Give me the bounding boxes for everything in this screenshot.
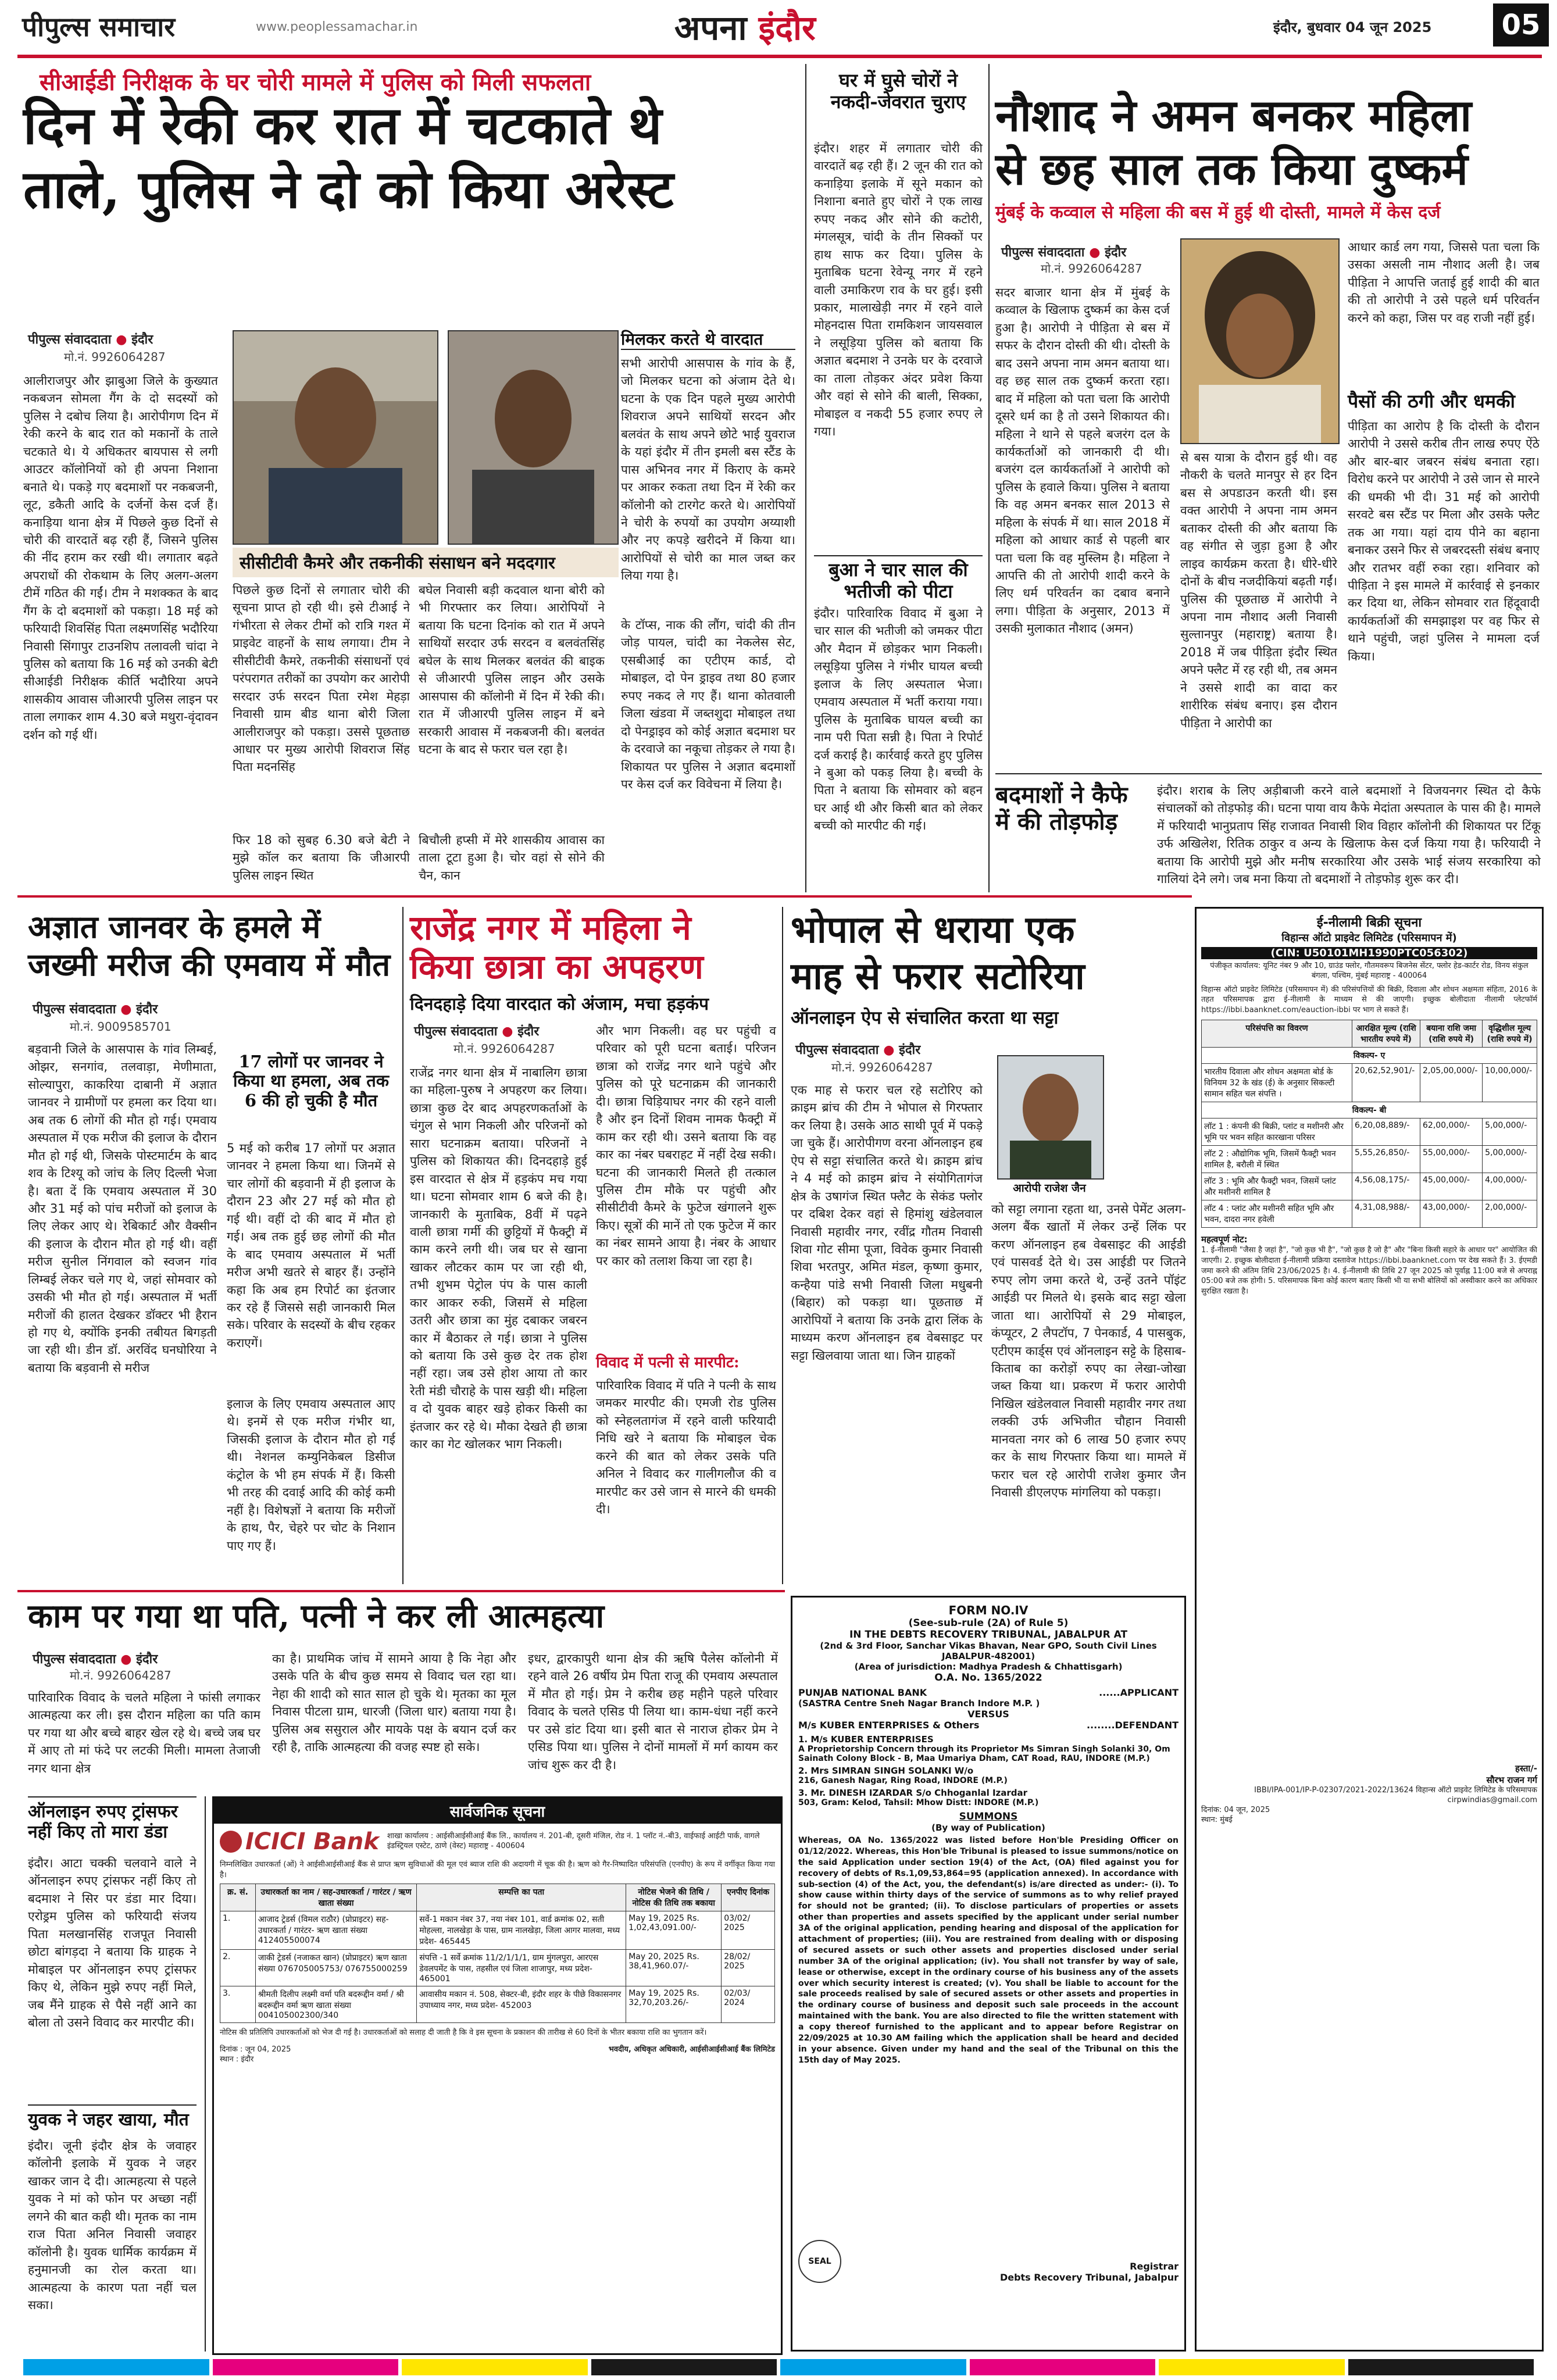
suspect-photo-2 bbox=[448, 330, 619, 545]
page-number: 05 bbox=[1493, 3, 1549, 47]
table-row bbox=[220, 1950, 775, 1986]
drt-def3-address: 503, Gram: Kelod, Tahsil: Mhow Distt: INDORE (M.P.) bbox=[798, 1798, 1039, 1807]
drt-applicant-address: (SASTRA Centre Sneh Nagar Branch Indore M.P. ) bbox=[798, 1698, 1040, 1709]
section-title-prefix: अपना bbox=[674, 8, 747, 48]
bhopal-mobile: मो.नं. 9926064287 bbox=[831, 1060, 933, 1074]
eauction-col-reserve: आरक्षित मूल्य (राशि भारतीय रुपये में) bbox=[1352, 1020, 1420, 1048]
drt-def1: 1. M/s KUBER ENTERPRISES bbox=[798, 1734, 934, 1745]
cell-address: आवासीय मकान नं. 508, सेक्टर-बी, इंदौर शहर के पीछे विकासनगर उपाध्याय नगर, मध्य प्रदेश- 452003 bbox=[417, 1986, 626, 2023]
kidnap-body-col1: राजेंद्र नगर थाना क्षेत्र में नाबालिग छात्रा का महिला-पुरुष ने अपहरण कर लिया। छात्रा कुछ देर बाद अपहरणकर्ताओं के चंगुल से भाग निकली और परिजनों को सारा घटनाक्रम बताया। परिजनों ने पुलिस को शिकायत की। दिनदहाड़े हुई इस वारदात से क्षेत्र में हड़कंप मच गया था। घटना सोमवार शाम 6 बजे की है। जानकारी के मुताबिक, 8वीं में पढ़ने वाली छात्रा गर्मी की छुट्टियों में फैक्ट्री में काम करने लगी थी। जब घर से खाना खाकर लौटकर काम पर जा रही थी, तभी शुभम पेट्रोल पंप के पास काली कार आकर रुकी, जिसमें से महिला उतरी और छात्रा का मुंह दबाकर जबरन कार में बैठाकर ले गई। छात्रा ने पुलिस को बताया कि उसे कुछ देर तक होश नहीं रहा। जब उसे होश आया तो कार रेती मंडी चौराहे के पास खड़ी थी। महिला व दो युवक बाहर खड़े होकर किसी का इंतजार कर रहे थे। मौका देखते ही छात्रा कार का गेट खोलकर भाग निकली। bbox=[410, 1066, 587, 1452]
cell-emd: 43,00,000/- bbox=[1420, 1200, 1483, 1228]
color-swatch bbox=[402, 2359, 588, 2375]
cell-increment: 5,00,000/- bbox=[1483, 1118, 1537, 1146]
cell-date-amount: May 19, 2025 Rs. 32,70,203.26/- bbox=[626, 1986, 722, 2023]
location-pin-icon: ● bbox=[120, 1002, 132, 1017]
column-divider bbox=[988, 64, 990, 892]
byline-city: इंदौर bbox=[136, 1002, 158, 1017]
suicide-body-col1: पारिवारिक विवाद के चलते महिला ने फांसी लगाकर आत्महत्या कर ली। इस दौरान महिला का पति काम पर गया था और बच्चे बाहर खेल रहे थे। बच्चे जब घर में आए तो मां फंदे पर लटकी मिली। मामला तेजाजी नगर थाना क्षेत्र bbox=[28, 1691, 260, 1775]
table-row bbox=[220, 1986, 775, 2023]
eauction-company: विहान्स ऑटो प्राइवेट लिमिटेड (परिसमापन में) bbox=[1281, 932, 1457, 944]
cell-emd: 55,00,000/- bbox=[1420, 1146, 1483, 1173]
eauction-option-b: विकल्प- बी bbox=[1202, 1102, 1537, 1118]
eauction-intro: विहान्स ऑटो प्राइवेट लिमिटेड (परिसमापन में) की परिसंपत्तियों की बिक्री, दिवाला और शोधन अक्षमता संहिता, 2016 के तहत परिसमापक द्वारा ई-नीलामी के माध्यम से की जाएगी। इच्छुक बोलीदाता नीलामी प्लेटफॉर्म https://ibbi.baanknet.com/eauction-ibbi पर भाग ले सकते हैं। bbox=[1201, 985, 1537, 1014]
icici-col-date: नोटिस भेजने की तिथि / नोटिस की तिथि तक बकाया bbox=[626, 1884, 722, 1911]
location-pin-icon: ● bbox=[1089, 245, 1101, 260]
icici-band-title: सार्वजनिक सूचना bbox=[214, 1798, 781, 1824]
suicide-body-col3: इधर, द्वारकापुरी थाना क्षेत्र की ऋषि पैलेस कॉलोनी में रहने वाले 26 वर्षीय प्रेम पिता राजू की एमवाय अस्पताल में मौत हो गई। प्रेम ने करीब छह महीने पहले परिवार विवाद के चलते एसिड पी लिया था। काम-धंधा नहीं करने पर उसे डांट दिया था। इसी बात से नाराज होकर प्रेम ने एसिड पिया था। पुलिस ने दोनों मामलों में मर्ग कायम कर जांच शुरू कर दी है। bbox=[528, 1652, 778, 1772]
location-pin-icon: ● bbox=[883, 1043, 895, 1057]
byline-name: पीपुल्स संवाददाता bbox=[795, 1043, 879, 1057]
icici-mark-icon bbox=[220, 1831, 242, 1853]
cid-story-body-col2b: फिर 18 को सुबह 6.30 बजे बेटी ने मुझे कॉल कर बताया कि जीआरपी पुलिस लाइन स्थित bbox=[233, 833, 410, 882]
drt-summons: SUMMONS bbox=[959, 1811, 1018, 1822]
drt-def2: 2. Mrs SIMRAN SINGH SOLANKI W/o bbox=[798, 1766, 974, 1776]
cid-story-body-col3b: बिचौली हप्सी में मेरे शासकीय आवास का ताला टूटा हुआ है। चोर वहां से सोने की चैन, कान bbox=[419, 833, 605, 882]
eauction-signer-detail: IBBI/IPA-001/IP-P-02307/2021-2022/13624 विहान्स ऑटो प्राइवेट लिमिटेड के परिसमापक bbox=[1254, 1786, 1537, 1795]
kidnap-subheading: विवाद में पत्नी से मारपीट: bbox=[596, 1354, 740, 1371]
suicide-body-col2: का है। प्राथमिक जांच में सामने आया है कि नेहा और उसके पति के बीच कुछ समय से विवाद चल रहा था। नेहा की शादी को सात साल हो चुके थे। मृतका का मूल निवास पीटला ग्राम, धारजी (जिला धार) बताया गया है। पुलिस अब ससुराल और मायके पक्ष के बयान दर्ज कर रही है, ताकि आत्महत्या की वजह स्पष्ट हो सके। bbox=[272, 1652, 516, 1754]
animal-headline-2: जख्मी मरीज की एमवाय में मौत bbox=[28, 946, 391, 983]
byline-city: इंदौर bbox=[1105, 245, 1127, 260]
icici-signature: भवदीय, अधिकृत अधिकारी, आईसीआईसीआई बैंक लिमिटेड bbox=[608, 2045, 775, 2054]
cid-story-byline bbox=[28, 330, 153, 348]
cell-asset: लॉट 2 : औद्योगिक भूमि, जिसमें फैक्ट्री भवन शामिल है, बरौली में स्थित bbox=[1202, 1146, 1352, 1173]
suicide-byline bbox=[33, 1650, 158, 1667]
cid-story-body-col4b: के टॉप्स, नाक की लौंग, चांदी की तीन जोड़ पायल, चांदी का नेकलेस सेट, एसबीआई का एटीएम कार्ड, दो मोबाइल, दो पेन ड्राइव तथा 80 हजार रुपए नकद ले गए हैं। थाना कोतवाली जिला खंडवा में जब्तशुदा मोबाइल तथा दो पेनड्राइव को कोई अज्ञात बदमाश घर के दरवाजे का नकूचा तोड़कर ले गया है। शिकायत पर पुलिस ने अज्ञात बदमाशों पर केस दर्ज कर विवेचना में लिया है। bbox=[621, 618, 795, 791]
color-swatch bbox=[970, 2359, 1156, 2375]
cell-reserve: 4,31,08,988/- bbox=[1352, 1200, 1420, 1228]
cid-photo-caption: सीसीटीवी कैमरे और तकनीकी संसाधन बने मददगार bbox=[233, 548, 619, 577]
cid-story-mobile: मो.नं. 9926064287 bbox=[64, 350, 166, 364]
cid-subhead-together: मिलकर करते थे वारदात bbox=[621, 330, 795, 350]
accused-rajesh-photo bbox=[997, 1055, 1104, 1180]
icici-branch: शाखा कार्यालय : आईसीआईसीआई बैंक लि., कार्यालय नं. 201-बी, दूसरी मंजिल, रोड नं. 1 प्लॉट नं.-बी3, वाईफाई आईटी पार्क, वागले इंडस्ट्रियल एस्टेट, ठाणे (वेस्ट) महाराष्ट्र - 400604 bbox=[387, 1832, 760, 1850]
section-divider bbox=[17, 895, 1192, 898]
naushad-body-col3b: पीड़िता का आरोप है कि दोस्ती के दौरान आरोपी ने उससे करीब तीन लाख रुपए ऐंठे और बार-बार जबरन संबंध बनाता रहा। विरोध करने पर आरोपी ने उसे जान से मारने की धमकी भी दी। 31 मई को आरोपी सरवटे बस स्टैंड पर मिला और उसके फ्लैट तक आ गया। यहां दाय पीने का बहाना बनाकर उसने फिर से जबरदस्ती संबंध बनाए और रातभर वहीं रुका रहा। शनिवार को पीड़िता ने इस मामले में कार्रवाई से इनकार कर दिया था, लेकिन सोमवार रात हिंदूवादी कार्यकर्ताओं की समझाइश पर वह फिर से थाने पहुंची, जहां पुलिस ने मामला दर्ज किया। bbox=[1348, 419, 1540, 663]
cid-story-headline-1: दिन में रेकी कर रात में चटकाते थे bbox=[23, 95, 662, 156]
dateline: इंदौर, बुधवार 04 जून 2025 bbox=[1273, 19, 1432, 35]
color-swatch bbox=[23, 2359, 209, 2375]
byline-name: पीपुल्स संवाददाता bbox=[33, 1652, 116, 1667]
column-divider bbox=[205, 1796, 206, 2352]
table-row bbox=[1202, 1173, 1537, 1200]
cell-name: श्रीमती दिलीप लक्ष्मी वर्मा पति बदरूद्दीन वर्मा / श्री बदरूद्दीन वर्मा ऋण खाता संख्या 004105002300/340 bbox=[255, 1986, 416, 2023]
animal-body-col3: इलाज के लिए एमवाय अस्पताल आए थे। इनमें से एक मरीज गंभीर था, जिसकी इलाज के दौरान मौत हो गई थी। नेशनल कम्युनिकेबल डिसीज कंट्रोल के भी हम संपर्क में हैं। किसी भी तरह की दवाई आदि की कोई कमी नहीं है। विशेषज्ञों ने बताया कि मरीजों के हाथ, पैर, चेहरे पर चोट के निशान पाए गए हैं। bbox=[227, 1397, 395, 1553]
online-brief-body: इंदौर। आटा चक्की चलवाने वाले ने ऑनलाइन रुपए ट्रांसफर नहीं किए तो बदमाश ने सिर पर डंडा मार दिया। एरोड्रम पुलिस को फरियादी संजय पिता मलखानसिंह राजपूत निवासी छोटा बांगड़दा ने बताया कि ग्राहक ने मोबाइल पर ऑनलाइन रुपए ट्रांसफर किए थे, लेकिन मुझे रुपए नहीं मिले, जब मैंने ग्राहक से पैसे नहीं आने का बोला तो उसने विवाद कर मारपीट की। bbox=[28, 1856, 197, 2029]
cell-reserve: 6,20,08,889/- bbox=[1352, 1118, 1420, 1146]
byline-city: इंदौर bbox=[131, 333, 153, 347]
cell-emd: 2,05,00,000/- bbox=[1420, 1064, 1483, 1102]
eauction-col-asset: परिसंपत्ति का विवरण bbox=[1202, 1020, 1352, 1048]
byline-name: पीपुल्स संवाददाता bbox=[33, 1002, 116, 1017]
cafe-headline: बदमाशों ने कैफे में की तोड़फोड़ bbox=[995, 781, 1128, 835]
kidnap-mobile: मो.नं. 9926064287 bbox=[453, 1042, 555, 1056]
kidnap-headline-1: राजेंद्र नगर में महिला ने bbox=[410, 908, 691, 948]
cell-npa: 02/03/ 2024 bbox=[722, 1986, 775, 2023]
cell-asset: लॉट 3 : भूमि और फैक्ट्री भवन, जिसमें प्लांट और मशीनरी शामिल है bbox=[1202, 1173, 1352, 1200]
brief-divider bbox=[814, 555, 983, 556]
animal-sub-body: 5 मई को करीब 17 लोगों पर अज्ञात जानवर ने हमला किया था। जिनमें से चार लोगों की बड़वानी में ही इलाज के दौरान 23 और 27 मई को मौत हो गई थी। वहीं दो की बाद में मौत हो गई। अब तक हुई छह लोगों की मौत के बाद एमवाय अस्पताल में भर्ती मरीज अभी खतरे से बाहर हैं। उन्होंने कहा कि अब हम रिपोर्ट का इंतजार कर रहे हैं जिससे सही जानकारी मिल सके। परिवार के सदस्यों के बीच रहकर कराएगें। bbox=[227, 1141, 395, 1350]
eauction-cin: (CIN: U50101MH1990PTC056302) bbox=[1201, 947, 1537, 959]
drt-versus: VERSUS bbox=[967, 1709, 1009, 1720]
cell-name: जाकी ट्रेडर्स (नजाकत खान) (प्रोप्राइटर) ऋण खाता संख्या 076705005753/ 076755000259 bbox=[255, 1950, 416, 1986]
eauction-email: cirpwindias@gmail.com bbox=[1447, 1796, 1537, 1805]
cell-name: आजाद ट्रेडर्स (विमल राठौर) (प्रोप्राइटर) सह-उधारकर्ता / गारंटर- ऋण खाता संख्या 412405500074 bbox=[255, 1911, 416, 1950]
eauction-terms-heading: महत्वपूर्ण नोट: bbox=[1201, 1234, 1248, 1245]
theft-headline: घर में घुसे चोरों ने नकदी-जेवरात चुराए bbox=[830, 69, 966, 113]
drt-area: (Area of jurisdiction: Madhya Pradesh & Chhattisgarh) bbox=[854, 1661, 1123, 1672]
drt-defendant: M/s KUBER ENTERPRISES & Others bbox=[798, 1720, 980, 1731]
animal-subhead-box: 17 लोगों पर जानवर ने किया था हमला, अब तक 6 की हो चुकी है मौत bbox=[233, 1052, 390, 1110]
drt-defendant-role: ........DEFENDANT bbox=[1086, 1720, 1179, 1731]
bhopal-body-col2: को सट्टा लगाना रहता था, उनसे पेमेंट अलग-अलग बैंक खातों में लेकर उन्हें लिंक पर करण ऑनलाइन हब वेबसाइट की आईडी एवं पासवर्ड देते थे। उस आईडी पर जितने रुपए लोग जमा करते थे, उन्हें उतने पॉइंट आईडी पर मिलते थे। इसके बाद सट्टा खेला जाता था। आरोपियों से 29 मोबाइल, कंप्यूटर, 2 लैपटॉप, 7 पेनकार्ड, 4 पासबुक, एटीएम कार्ड्स एवं ऑनलाइन सट्टे के हिसाब-किताब का करोड़ों रुपए का लेखा-जोखा जब्त किया था। प्रकरण में फरार आरोपी निखिल खंडेलवाल निवासी महावीर नगर तथा लक्की उर्फ अभिजीत चौहान निवासी मानवता नगर को 6 लाख 50 हजार रुपए कर के साथ गिरफ्तार किया था। मामले में फरार चल रहे आरोपी राजेश कुमार जैन निवासी डीएलएफ मांगलिया को पकड़ा। bbox=[991, 1202, 1186, 1499]
table-row bbox=[220, 1911, 775, 1950]
naushad-body-col1: सदर बाजार थाना क्षेत्र में मुंबई के कव्वाल के खिलाफ दुष्कर्म का केस दर्ज हुआ है। आरोपी ने पीड़िता से बस में सफर के दौरान दोस्ती की थी। दोस्ती के बाद उसने अपना नाम अमन बताया था। वह छह साल तक दुष्कर्म करता रहा। बाद में महिला को पता चला कि आरोपी दूसरे धर्म का है तो उसने शिकायत की। महिला ने थाने से पहले बजरंग दल के कार्यकर्ताओं को जानकारी दी थी। बजरंग दल कार्यकर्ताओं ने आरोपी को पुलिस के हवाले किया। पुलिस ने बताया कि वह अमन बनकर साल 2013 से महिला के संपर्क में था। साल 2018 में महिला को आधार कार्ड से पहली बार पता चला कि वह मुस्लिम है। महिला ने आपत्ति की तो आरोपी शादी करने के लिए धर्म परिवर्तन का दबाव बनाने लगा। पीड़िता के अनुसार, 2013 में उसकी मुलाकात नौशाद (अमन) bbox=[995, 285, 1170, 636]
icici-date: दिनांक : जून 04, 2025 bbox=[220, 2045, 291, 2054]
color-swatch bbox=[591, 2359, 777, 2375]
cid-story-kicker: सीआईडी निरीक्षक के घर चोरी मामले में पुलिस को मिली सफलता bbox=[40, 69, 591, 96]
eauction-col-increment: वृद्धिशील मूल्य (राशि रुपये में) bbox=[1483, 1020, 1537, 1048]
eauction-table bbox=[1201, 1020, 1537, 1228]
byline-name: पीपुल्स संवाददाता bbox=[414, 1024, 498, 1039]
bhopal-photo-caption: आरोपी राजेश जैन bbox=[1013, 1182, 1086, 1195]
naushad-headline-2: से छह साल तक किया दुष्कर्म bbox=[995, 143, 1468, 195]
table-row bbox=[1202, 1200, 1537, 1228]
icici-col-address: सम्पत्ति का पता bbox=[417, 1884, 626, 1911]
kidnap-headline-2: किया छात्रा का अपहरण bbox=[410, 947, 703, 987]
drt-rule: (See-sub-rule (2A) of Rule 5) bbox=[908, 1617, 1069, 1629]
table-row bbox=[1202, 1118, 1537, 1146]
animal-byline bbox=[33, 1000, 158, 1017]
kidnap-sub-body: पारिवारिक विवाद में पति ने पत्नी के साथ जमकर मारपीट की। एमजी रोड पुलिस को स्नेहलतागंज में रहने वाली फरियादी निधि खरे ने बताया कि मोबाइल चेक करने की बात को लेकर उसके पति अनिल ने विवाद कर गालीगलौज की व मारपीट कर उसे जान से मारने की धमकी दी। bbox=[596, 1378, 776, 1517]
cell-asset: भारतीय दिवाला और शोधन अक्षमता बोर्ड के विनियम 32 के खंड (ई) के अनुसार सिकल्टी सामान सहित चल संपत्ति । bbox=[1202, 1064, 1352, 1102]
drt-applicant: PUNJAB NATIONAL BANK bbox=[798, 1687, 927, 1698]
eauction-option-a: विकल्प- ए bbox=[1202, 1048, 1537, 1064]
icici-notice bbox=[212, 1796, 783, 2355]
naushad-headline-1: नौशाद ने अमन बनकर महिला bbox=[995, 90, 1472, 141]
brief-divider bbox=[995, 773, 1542, 774]
naushad-body-col2: से बस यात्रा के दौरान हुई थी। वह नौकरी के चलते मानपुर से हर दिन बस से अपडाउन करती थी। इस वक्त आरोपी ने अपना नाम अमन बताकर दोस्ती की और बताया कि वह संगीत से जुड़ा हुआ है और लाइव कार्यक्रम करता है। धीरे-धीरे दोनों के बीच नजदीकियां बढ़ती गईं। पुलिस की पूछताछ में आरोपी ने अपना नाम नौशाद अली निवासी सुल्तानपुर (महाराष्ट्र) बताया है। 2018 में जब पीड़िता इंदौर स्थित अपने फ्लैट में रह रही थी, तब अमन ने उससे शादी का वादा कर शारीरिक संबंध बनाए। इस दौरान पीड़िता ने आरोपी का bbox=[1180, 451, 1337, 730]
table-row bbox=[1202, 1146, 1537, 1173]
bhopal-body-col1: एक माह से फरार चल रहे सटोरिए को क्राइम ब्रांच की टीम ने भोपाल से गिरफ्तार कर लिया है। उसके आठ साथी पूर्व में पकड़े जा चुके हैं। आरोपीगण वरना ऑनलाइन हब ऐप से सट्टा संचालित करते थे। क्राइम ब्रांच ने 4 मई को क्राइम ब्रांच ने संयोगितागंज क्षेत्र के उषागंज स्थित फ्लैट के सेकंड फ्लोर पर दबिश देकर वहां से हिमांशु खंडेलवाल निवासी महावीर नगर, रवींद्र गौतम निवासी शिवा गोट सीमा पूजा, विवेक कुमार निवासी शिवा भरतपुर, अमित मंडल, कृष्णा कुमार, कन्हैया पांडे सभी निवासी जिला मधुबनी (बिहार) को पकड़ा था। पूछताछ में आरोपियों ने बताया कि उनके द्वारा लिंक के माध्यम करण ऑनलाइन हब वेबसाइट पर सट्टा खिलवाया जाता था। जिन ग्राहकों bbox=[791, 1083, 983, 1363]
icici-col-sno: क्र. सं. bbox=[220, 1884, 256, 1911]
cell-sno: 2. bbox=[220, 1950, 256, 1986]
column-divider bbox=[402, 907, 403, 1584]
drt-form-title: FORM NO.IV bbox=[948, 1603, 1029, 1617]
naushad-body-col3: आधार कार्ड लग गया, जिससे पता चला कि उसका असली नाम नौशाद अली है। जब पीड़िता ने आपत्ति जताई हुई शादी की बात की तो आरोपी ने उसे पहले धर्म परिवर्तन करने को कहा, जिस पर वह राजी नहीं हुई। bbox=[1348, 240, 1540, 325]
color-swatch bbox=[213, 2359, 399, 2375]
byline-name: पीपुल्स संवाददाता bbox=[1001, 245, 1085, 260]
drt-seal: SEAL bbox=[798, 2240, 841, 2283]
icici-footer: नोटिस की प्रतिलिपि उधारकर्ताओं को भेज दी गई है। उधारकर्ताओं को सलाह दी जाती है कि वे इस सूचना के प्रकाशन की तारीख से 60 दिनों के भीतर बकाया राशि का भुगतान करें। bbox=[220, 2028, 707, 2038]
naushad-byline bbox=[1001, 243, 1126, 260]
suicide-mobile: मो.नं. 9926064287 bbox=[70, 1668, 172, 1682]
icici-place: स्थान : इंदौर bbox=[220, 2054, 254, 2064]
drt-applicant-role: ......APPLICANT bbox=[1099, 1687, 1179, 1698]
kidnap-subhead: दिनदहाड़े दिया वारदात को अंजाम, मचा हड़कंप bbox=[410, 994, 709, 1014]
byline-city: इंदौर bbox=[136, 1652, 158, 1667]
naushad-subhead: मुंबई के कव्वाल से महिला की बस में हुई थी दोस्ती, मामले में केस दर्ज bbox=[995, 202, 1441, 223]
location-pin-icon: ● bbox=[502, 1024, 513, 1039]
suspect-photo-1 bbox=[233, 330, 438, 545]
eauction-signer: हस्ता/- bbox=[1515, 1763, 1537, 1774]
aunt-body: इंदौर। पारिवारिक विवाद में बुआ ने चार साल की भतीजी को जमकर पीटा और मैदान में छोड़कर भाग निकली। लसूड़िया पुलिस ने गंभीर घायल बच्ची इलाज के लिए अस्पताल भेजा। एमवाय अस्पताल में भर्ती कराया गया। पुलिस के मुताबिक घायल बच्ची का नाम परी पिता सन्नी है। पिता ने रिपोर्ट दर्ज कराई है। कार्रवाई करते हुए पुलिस ने बुआ को पकड़ लिया है। बच्ची के पिता ने बताया कि सोमवार को बहन घर आई थी और किसी बात को लेकर बच्ची को मारपीट की गई। bbox=[814, 606, 983, 833]
bhopal-byline bbox=[795, 1041, 920, 1058]
cell-sno: 3. bbox=[220, 1986, 256, 2023]
color-swatch bbox=[780, 2359, 966, 2375]
masthead-logo: पीपुल्स समाचार bbox=[22, 11, 176, 42]
icici-intro: निम्नलिखित उधारकर्ता (ओं) ने आईसीआईसीआई बैंक से प्राप्त ऋण सुविधाओं की मूल एवं ब्याज राशि की अदायगी में चूक की है। ऋण को गैर-निष्पादित परिसंपत्ति (एनपीए) के रूप में वर्गीकृत किया गया है। bbox=[220, 1860, 775, 1879]
cid-story-body-col3: बघेल निवासी बड़ी कदवाल थाना बोरी को भी गिरफ्तार कर लिया। आरोपियों ने बताया कि घटना दिनांक को रात में अपने साथियों सरदार उर्फ सरदन व बलवंतसिंह बघेल के साथ मिलकर बलवंत की बाइक से जीआरपी पुलिस लाइन और उसके आसपास की कॉलोनी में दिन में रेकी की। रात में जीआरपी पुलिस लाइन में बने सरकारी आवास में नकबजनी की। बलवंत घटना के बाद से फरार चल रहा है। bbox=[419, 583, 605, 756]
icici-logo-text: ICICI Bank bbox=[245, 1828, 379, 1855]
eauction-signer-name: सौरभ राजन गर्ग bbox=[1486, 1775, 1537, 1786]
icici-col-npa: एनपीए दिनांक bbox=[722, 1884, 775, 1911]
cell-emd: 62,00,000/- bbox=[1420, 1118, 1483, 1146]
cell-date-amount: May 20, 2025 Rs. 38,41,960.07/- bbox=[626, 1950, 722, 1986]
cell-asset: लॉट 4 : प्लांट और मशीनरी सहित भूमि और भवन, दादरा नगर हवेली bbox=[1202, 1200, 1352, 1228]
drt-by-publication: (By way of Publication) bbox=[931, 1822, 1045, 1833]
print-color-strip bbox=[23, 2359, 1534, 2375]
byline-city: इंदौर bbox=[899, 1043, 921, 1057]
eauction-col-emd: बयाना राशि जमा (राशि रुपये में) bbox=[1420, 1020, 1483, 1048]
header-rule bbox=[17, 55, 1542, 58]
cell-reserve: 5,55,26,850/- bbox=[1352, 1146, 1420, 1173]
drt-def2-address: 216, Ganesh Nagar, Ring Road, INDORE (M.P.) bbox=[798, 1776, 1008, 1785]
bhopal-body-col2-narrow bbox=[1108, 1055, 1186, 1189]
website-url: www.peoplessamachar.in bbox=[256, 20, 418, 34]
cid-story-body-col4: सभी आरोपी आसपास के गांव के हैं, जो मिलकर घटना को अंजाम देते थे। घटना के एक दिन पहले मुख्य आरोपी शिवराज अपने साथियों सरदन और बलवंत के साथ अपने छोटे भाई युवराज के यहां इंदौर में तीन इमली बस स्टैंड के पास अभिनव नगर में किराए के कमरे पर आकर रुकता तथा दिन में रेकी कर कॉलोनी को टारगेट करते थे। आरोपियों ने चोरी के रुपयों का उपयोग अय्याशी और नए कपड़े खरीदने में किया था। आरोपियों से चोरी का माल जब्त कर लिया गया है। bbox=[621, 356, 795, 583]
cell-increment: 2,00,000/- bbox=[1483, 1200, 1537, 1228]
cell-asset: लॉट 1 : कंपनी की बिक्री, प्लांट व मशीनरी और भूमि पर भवन सहित कारखाना परिसर bbox=[1202, 1118, 1352, 1146]
icici-table bbox=[220, 1884, 775, 2023]
color-swatch bbox=[1348, 2359, 1534, 2375]
icici-logo bbox=[220, 1828, 379, 1855]
brief-divider bbox=[28, 2104, 197, 2106]
theft-body: इंदौर। शहर में लगातार चोरी की वारदातें बढ़ रही हैं। 2 जून की रात को कनाड़िया इलाके में सूने मकान को निशाना बनाते हुए चोरों ने एक लाख रुपए नकद और सोने की कटोरी, मंगलसूत्र, चांदी के तीन सिक्कों पर हाथ साफ कर दिया। पुलिस के मुताबिक घटना रेवेन्यू नगर में रहने वाली उमाकिरण राव के घर हुई। इसी प्रकार, मालाखेड़ी नगर में रहने वाले मोहनदास पिता रामकिशन जायसवाल ने लसूड़िया पुलिस को बताया कि अज्ञात बदमाश ने उनके घर के दरवाजे का ताला तोड़कर अंदर प्रवेश किया और वहां से सोने की बाली, सिक्का, मोबाइल व नकदी 55 हजार रुपए ले गया। bbox=[814, 141, 983, 438]
aunt-headline: बुआ ने चार साल की भतीजी को पीटा bbox=[829, 559, 968, 602]
color-swatch bbox=[1159, 2359, 1345, 2375]
drt-registrar-org: Debts Recovery Tribunal, Jabalpur bbox=[999, 2272, 1179, 2283]
drt-registrar: Registrar bbox=[1130, 2261, 1179, 2272]
cell-address: संपत्ति -1 सर्वे क्रमांक 11/2/1/1/1, ग्राम मुंगलपुरा, आरएस डेवलपमेंट के पास, तहसील एवं जिला शाजापुर, मध्य प्रदेश- 465001 bbox=[417, 1950, 626, 1986]
naushad-mobile: मो.नं. 9926064287 bbox=[1041, 262, 1142, 276]
cell-reserve: 4,56,08,175/- bbox=[1352, 1173, 1420, 1200]
accused-photo bbox=[1180, 238, 1340, 444]
byline-name: पीपुल्स संवाददाता bbox=[28, 333, 112, 347]
kidnap-byline bbox=[414, 1022, 539, 1039]
poison-brief-body: इंदौर। जूनी इंदौर क्षेत्र के जवाहर कॉलोनी इलाके में युवक ने जहर खाकर जान दे दी। आत्महत्या से पहले युवक ने मां को फोन पर अच्छा नहीं लगने की बात कही थी। मृतक का नाम राज पिता अनिल निवासी जवाहर कॉलोनी है। युवक धार्मिक कार्यक्रम में हनुमानजी का रोल करता था। आत्महत्या के कारण पता नहीं चल सका। bbox=[28, 2139, 197, 2312]
drt-address: (2nd & 3rd Floor, Sanchar Vikas Bhavan, Near GPO, South Civil Lines JABALPUR-482001) bbox=[820, 1641, 1157, 1661]
drt-oa-number: O.A. No. 1365/2022 bbox=[934, 1672, 1042, 1684]
bhopal-subhead: ऑनलाइन ऐप से संचालित करता था सट्टा bbox=[791, 1007, 1059, 1028]
drt-tribunal: IN THE DEBTS RECOVERY TRIBUNAL, JABALPUR AT bbox=[849, 1629, 1128, 1641]
brief-divider bbox=[28, 1796, 197, 1797]
eauction-terms: 1. ई-नीलामी "जैसा है जहां है", "जो कुछ भी है", "जो कुछ है जो है" और "बिना किसी सहारे के आधार पर" आयोजित की जाएगी। 2. इच्छुक बोलीदाता ई-नीलामी प्रक्रिया दस्तावेज https://ibbi.baanknet.com पर देख सकते हैं। 3. ईएमडी जमा करने की अंतिम तिथि 23/06/2025 है। 4. ई-नीलामी की तिथि 27 जून 2025 को पूर्वाह्न 11:00 बजे से अपराह्न 05:00 बजे तक होगी। 5. परिसमापक बिना कोई कारण बताए किसी भी या सभी बोलियों को अस्वीकार करने का अधिकार सुरक्षित रखता है। bbox=[1201, 1246, 1537, 1296]
cell-npa: 03/02/ 2025 bbox=[722, 1911, 775, 1950]
section-title bbox=[674, 3, 816, 49]
location-pin-icon: ● bbox=[120, 1652, 132, 1667]
section-title-city: इंदौर bbox=[758, 8, 816, 48]
cell-emd: 45,00,000/- bbox=[1420, 1173, 1483, 1200]
byline-city: इंदौर bbox=[517, 1024, 540, 1039]
bhopal-headline-2: माह से फरार सटोरिया bbox=[791, 955, 1085, 998]
eauction-notice bbox=[1195, 907, 1544, 2352]
location-pin-icon: ● bbox=[116, 333, 127, 347]
cell-date-amount: May 19, 2025 Rs. 1,02,43,091.00/- bbox=[626, 1911, 722, 1950]
eauction-date: दिनांक: 04 जून, 2025 bbox=[1201, 1806, 1270, 1815]
suicide-headline: काम पर गया था पति, पत्नी ने कर ली आत्महत्या bbox=[28, 1597, 605, 1635]
bhopal-headline-1: भोपाल से धराया एक bbox=[791, 908, 1075, 952]
cell-npa: 28/02/ 2025 bbox=[722, 1950, 775, 1986]
section-divider bbox=[17, 1590, 785, 1592]
table-row bbox=[1202, 1064, 1537, 1102]
poison-brief-headline: युवक ने जहर खाया, मौत bbox=[28, 2110, 189, 2130]
cell-reserve: 20,62,52,901/- bbox=[1352, 1064, 1420, 1102]
animal-body: बड़वानी जिले के आसपास के गांव लिम्बई, ओझर, सनगांव, तलवाड़ा, मेणीमाता, सोल्यापुरा, काकरिया दाबानी में अज्ञात जानवर ने ग्रामीणों पर हमला कर दिया था। अब तक 6 लोगों की मौत हो गई। एमवाय अस्पताल में एक मरीज की इलाज के दौरान मौत हो गई थी, जिसके पोस्टमार्टम के बाद शव के टिश्यू को जांच के लिए दिल्ली भेजा है। बता दें कि एमवाय अस्पताल में 30 और 31 मई को पांच मरीजों को इलाज के लिए लेकर आए थे। रेबिकार्ट और वैक्सीन की इलाज के दौरान मौत हो गई थी। वहीं मरीज सुनील निंगवाल को स्वजन गांव लिम्बई लेकर चले गए थे, जहां सोमवार को उसकी भी मौत हो गई। अस्पताल में भर्ती मरीजों की हालत देखकर डॉक्टर भी हैरान हो गए थे, क्योंकि इनकी तबीयत बिगड़ती जा रही थी। डीन डॉ. अरविंद घनघोरिया ने बताया कि बड़वानी से मरीज bbox=[28, 1042, 217, 1375]
eauction-regd: पंजीकृत कार्यालय: यूनिट नंबर 9 और 10, ग्राउंड फ्लोर, गौतमवरूप बिजनेस सेंटर, फ्लोर हेड-कार्टर रोड, विनय संकुल बंगला, पश्चिम, मुंबई महाराष्ट्र - 400064 bbox=[1210, 962, 1529, 980]
animal-headline-1: अज्ञात जानवर के हमले में bbox=[28, 908, 321, 945]
cid-story-body-col2: पिछले कुछ दिनों से लगातार चोरी की सूचना प्राप्त हो रही थी। इसे टीआई ने गंभीरता से लेकर टीमों को रात्रि गश्त में प्राइवेट वाहनों के साथ लगाया। टीम ने सीसीटीवी कैमरे, तकनीकी संसाधनों एवं परंपरागत तरीकों का उपयोग कर आरोपी सरदार उर्फ सरदन पिता रमेश मेहड़ा निवासी ग्राम बीड थाना बोरी जिला आलीराजपुर को पकड़ा। उससे पूछताछ आधार पर मुख्य आरोपी शिवराज सिंह पिता मदनसिंह bbox=[233, 583, 410, 774]
column-divider bbox=[782, 907, 783, 1584]
drt-def1-address: A Proprietorship Concern through its Proprietor Ms Simran Singh Solanki 30, Om Sainath Colony Block - B, Maa Umariya Dham, CAT Road, RAU, INDORE (M.P.) bbox=[798, 1745, 1170, 1763]
eauction-place: स्थान: मुंबई bbox=[1201, 1816, 1233, 1825]
cell-increment: 4,00,000/- bbox=[1483, 1173, 1537, 1200]
cell-increment: 5,00,000/- bbox=[1483, 1146, 1537, 1173]
drt-summons-notice bbox=[791, 1596, 1186, 2352]
cafe-body: इंदौर। शराब के लिए अड़ीबाजी करने वाले बदमाशों ने विजयनगर स्थित दो कैफे संचालकों को तोड़फोड़ की। घटना पाया वाय कैफे मेदांता अस्पताल के पास की है। मामले में फरियादी भानुप्रताप सिंह राजावत निवासी शिव विहार कॉलोनी की शिकायत पर टिंकू उर्फ अखिलेश, रितिक ठाकुर व अन्य के खिलाफ केस दर्ज किया गया है। फरियादी ने बताया कि आरोपी मुझे और मनीष सरकारिया और उसके भाई संजय सरकारिया को गालियां देने लगे। जब मना किया तो बदमाशों ने तोड़फोड़ शुरू कर दी। bbox=[1157, 784, 1541, 887]
animal-mobile: मो.नं. 9009585701 bbox=[70, 1020, 172, 1034]
online-brief-headline: ऑनलाइन रुपए ट्रांसफर नहीं किए तो मारा डंडा bbox=[28, 1802, 178, 1842]
drt-def3: 3. Mr. DINESH IZARDAR S/o Chhoganlal Izardar bbox=[798, 1788, 1028, 1798]
kidnap-body-col2: और भाग निकली। वह घर पहुंची व परिवार को पूरी घटना बताई। परिजन छात्रा को राजेंद्र नगर थाने पहुंचे और पुलिस को पूरे घटनाक्रम की जानकारी दी। छात्रा चिड़ियाघर नगर की रहने वाली है और इन दिनों शिवम नामक फैक्ट्री में काम कर रही थी। उसने बताया कि वह कार का नंबर घबराहट में नहीं देख सकी। घटना की जानकारी मिलते ही तत्काल पुलिस टीम मौके पर पहुंची और सीसीटीवी कैमरे के फुटेज खंगालने शुरू किए। सूत्रों की मानें तो एक फुटेज में कार का नंबर सामने आया है। नंबर के आधार पर कार को तलाश किया जा रहा है। bbox=[596, 1024, 776, 1268]
drt-body: Whereas, OA No. 1365/2022 was listed before Hon'ble Presiding Officer on 01/12/2022. Whereas, this Hon'ble Tribunal is pleased to issue summons/notice on the said Application under section 19(4) of the Act, (OA) filed against you for recovery of debts of Rs.1,09,53,864=95 (application annexed). In accordance with sub-section (4) of the Act, you, the defendant(s) is/are directed as under:- (i). To show cause within thirty days of the service of summons as to why relief prayed for should not be granted; (ii). To disclose particulars of properties or assets other than properties and assets specified by the applicant under serial number 3A of the original application, pending hearing and disposal of the application for attachment of properties; (iii). You are restrained from dealing with or disposing of secured assets or such other assets and properties disclosed under serial number 3A of the original application; (iv). You shall not transfer by way of sale, lease or otherwise, except in the ordinary course of his business any of the assets over which security interest is created; (v). You shall be liable to account for the sale proceeds realised by sale of secured assets or other assets and properties in the ordinary course of business and deposit such sale proceeds in the account maintained with the bank. You are also directed to file the written statement with a copy thereof furnished to the applicant and to appear before Registrar on 22/09/2025 at 10.30 AM failing which the application shall be heard and decided in your absence. Given under my hand and the seal of the Tribunal on this the 15th day of May 2025. bbox=[798, 1836, 1179, 2065]
column-divider bbox=[805, 64, 806, 892]
eauction-title: ई-नीलामी बिक्री सूचना bbox=[1316, 916, 1422, 930]
icici-col-name: उधारकर्ता का नाम / सह-उधारकर्ता / गारंटर / ऋण खाता संख्या bbox=[255, 1884, 416, 1911]
cell-increment: 10,00,000/- bbox=[1483, 1064, 1537, 1102]
cell-sno: 1. bbox=[220, 1911, 256, 1950]
bhopal-body-spacer bbox=[991, 1041, 1186, 1052]
naushad-subhead-money: पैसों की ठगी और धमकी bbox=[1348, 390, 1515, 412]
cid-story-headline-2: ताले, पुलिस ने दो को किया अरेस्ट bbox=[23, 159, 674, 220]
cell-address: सर्वे-1 मकान नंबर 37, नया नंबर 101, वार्ड क्रमांक 02, सती मोहल्ला, नालखेड़ा के पास, ग्राम नालखेड़ा, जिला आगर मालवा, मध्य प्रदेश- 465445 bbox=[417, 1911, 626, 1950]
cid-story-body-col1: आलीराजपुर और झाबुआ जिले के कुख्यात नकबजन सोमला गैंग के दो सदस्यों को पुलिस ने दबोच लिया है। आरोपीगण दिन में रेकी करने के बाद रात को मकानों के ताले चटकाते थे। ये अधिकतर बायपास से लगी आउटर कॉलोनियों को ही अपना निशाना बनाते थे। पकड़े गए बदमाशों पर नकबजनी, लूट, डकैती आदि के दर्जनों केस दर्ज हैं। कनाड़िया थाना क्षेत्र में पिछले कुछ दिनों से चोरी की वारदातें बढ़ रही हैं, जिसने पुलिस की नींद हराम कर रखी थी। लगातार बढ़ते अपराधों की रोकथाम के लिए अलग-अलग टीमें गठित की गईं। टीम ने मशक्कत के बाद गैंग के दो बदमाशों को पकड़ा। 18 मई को फरियादी शिवसिंह पिता लक्ष्मणसिंह भदौरिया निवासी सिंगापुर टाउनशिप तलावली चांदा ने पुलिस को बताया कि 16 मई को उनकी बेटी सीआईडी निरीक्षक कीर्ति भदौरिया अपने शासकीय आवास जीआरपी पुलिस लाइन पर ताला लगाकर शाम 4.30 बजे मथुरा-वृंदावन दर्शन को गई थीं। bbox=[23, 374, 218, 742]
